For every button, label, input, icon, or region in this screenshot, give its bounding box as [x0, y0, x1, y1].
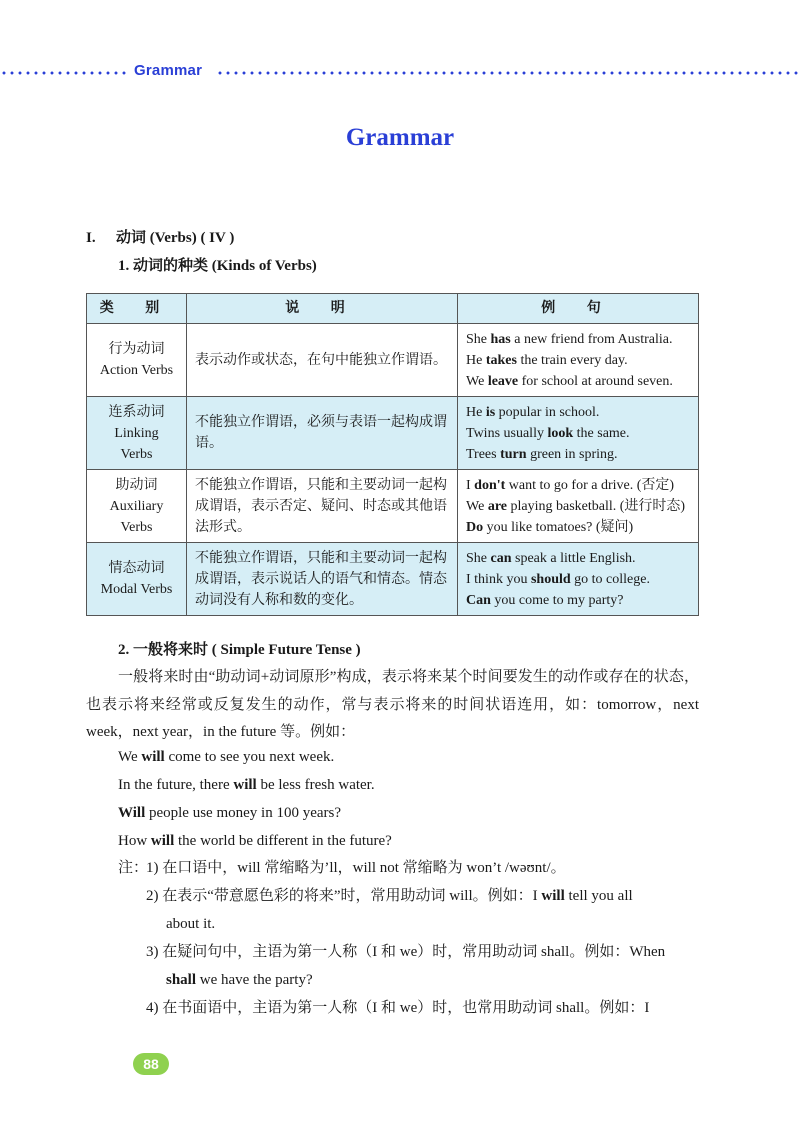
example-line: He takes the train every day.	[466, 352, 628, 368]
note-label: 注：	[118, 860, 149, 876]
example-line: I don't want to go for a drive. (否定)	[466, 477, 675, 493]
example-sentence: In the future, there will be less fresh water.	[118, 777, 375, 793]
running-header	[0, 62, 800, 82]
example-line: Do you like tomatoes? (疑问)	[466, 519, 634, 535]
note-item-3: 3) 在疑问句中，主语为第一人称（I 和 we）时，常用助动词 shall。例如：When	[146, 944, 666, 960]
col-header-type: 类 别	[87, 294, 187, 324]
note-item-2: 2) 在表示“带意愿色彩的将来”时，常用助动词 will。例如：I will tell you all	[146, 888, 633, 904]
table-row	[87, 470, 699, 543]
section2-paragraph: 一般将来时由“助动词+动词原形”构成，表示将来某个时间要发生的动作或存在的状态，也表示将来经常或反复发生的动作，常与表示将来的时间状语连用，如：tomorrow，next week，next year，in the future 等。例如：	[86, 669, 699, 740]
example-cell	[458, 470, 699, 543]
section-heading	[86, 226, 234, 247]
header-label: Grammar	[134, 62, 203, 79]
note-item-2-cont: about it.	[166, 916, 216, 932]
example-line: She can speak a little English.	[466, 550, 636, 566]
header-dots-right	[216, 71, 800, 75]
type-cn: 行为动词	[108, 342, 165, 357]
example-line: I think you should go to college.	[466, 571, 650, 587]
sub-heading: 1. 动词的种类 (Kinds of Verbs)	[118, 258, 317, 274]
table-header-row	[87, 294, 699, 324]
note-item-1: 1) 在口语中，will 常缩略为’ll，will not 常缩略为 won’t /wəʊnt/。	[146, 860, 566, 876]
example-line: Can you come to my party?	[466, 592, 624, 608]
desc-cell: 不能独立作谓语，只能和主要动词一起构成谓语，表示否定、疑问、时态或其他语法形式。	[187, 470, 458, 543]
desc-cell: 表示动作或状态，在句中能独立作谓语。	[187, 324, 458, 397]
example-line: We leave for school at around seven.	[466, 373, 673, 389]
table-row	[87, 324, 699, 397]
type-cn: 助动词	[115, 477, 158, 493]
section-heading-text: 动词 (Verbs) ( IV )	[116, 230, 235, 246]
example-sentence: Will people use money in 100 years?	[118, 805, 342, 821]
example-line: She has a new friend from Australia.	[466, 331, 673, 347]
type-en: Auxiliary Verbs	[109, 498, 164, 535]
example-line: Trees turn green in spring.	[466, 446, 618, 462]
type-cell	[87, 397, 187, 470]
type-cn: 情态动词	[108, 561, 165, 576]
type-en: Action Verbs	[99, 363, 174, 378]
example-line: He is popular in school.	[466, 404, 600, 420]
section-roman: I.	[86, 230, 96, 246]
type-en: Linking Verbs	[114, 425, 159, 462]
header-dots-left	[0, 71, 130, 75]
example-line: Twins usually look the same.	[466, 425, 630, 441]
example-line: We are playing basketball. (进行时态)	[466, 498, 686, 514]
table-row	[87, 397, 699, 470]
note-item-3-cont: shall we have the party?	[166, 972, 313, 988]
type-cell	[87, 543, 187, 616]
example-sentence: How will the world be different in the future?	[118, 833, 392, 849]
type-cell	[87, 324, 187, 397]
desc-cell: 不能独立作谓语，只能和主要动词一起构成谓语，表示说话人的语气和情态。情态动词没有人称和数的变化。	[187, 543, 458, 616]
page-title: Grammar	[345, 124, 455, 151]
example-cell	[458, 543, 699, 616]
example-sentence: We will come to see you next week.	[118, 749, 335, 765]
note-item-4: 4) 在书面语中，主语为第一人称（I 和 we）时，也常用助动词 shall。例如：I	[146, 1000, 650, 1016]
col-header-example: 例 句	[458, 294, 699, 324]
example-cell	[458, 324, 699, 397]
type-cn: 连系动词	[108, 404, 165, 420]
desc-cell: 不能独立作谓语，必须与表语一起构成谓语。	[187, 397, 458, 470]
type-en: Modal Verbs	[100, 582, 173, 597]
page-number: 88	[133, 1053, 169, 1075]
example-cell	[458, 397, 699, 470]
type-cell	[87, 470, 187, 543]
col-header-desc: 说 明	[187, 294, 458, 324]
verbs-table	[86, 293, 699, 616]
table-row	[87, 543, 699, 616]
section2-heading: 2. 一般将来时 ( Simple Future Tense )	[118, 642, 361, 658]
